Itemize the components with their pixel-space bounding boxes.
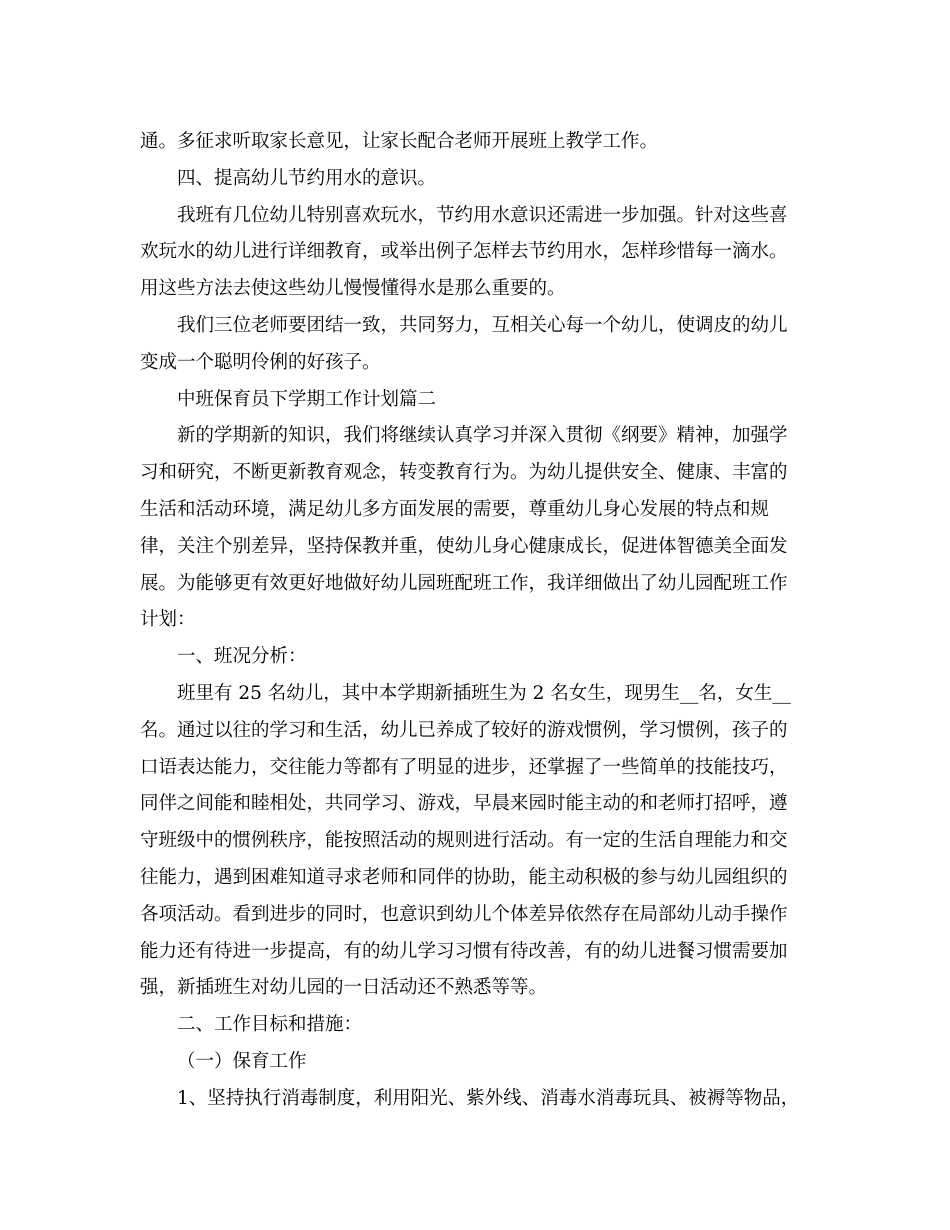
text-line: 生活和活动环境，满足幼儿多方面发展的需要，尊重幼儿身心发展的特点和规 — [140, 498, 770, 520]
text-line: 能力还有待进一步提高，有的幼儿学习习惯有待改善，有的幼儿进餐习惯需要加 — [140, 940, 788, 962]
text-line: 中班保育员下学期工作计划篇二 — [177, 388, 437, 410]
text-line: 用这些方法去使这些幼儿慢慢懂得水是那么重要的。 — [140, 278, 566, 300]
text-line: 我班有几位幼儿特别喜欢玩水，节约用水意识还需进一步加强。针对这些喜 — [177, 204, 788, 226]
text-line: 律，关注个别差异，坚持保教并重，使幼儿身心健康成长，促进体智德美全面发 — [140, 535, 788, 557]
text-line: 往能力，遇到困难知道寻求老师和同伴的协助，能主动积极的参与幼儿园组织的 — [140, 866, 788, 888]
text-line: 名。通过以往的学习和生活，幼儿已养成了较好的游戏惯例，学习惯例，孩子的 — [140, 719, 788, 741]
text-line: 欢玩水的幼儿进行详细教育，或举出例子怎样去节约用水，怎样珍惜每一滴水。 — [140, 241, 788, 263]
text-line: 守班级中的惯例秩序，能按照活动的规则进行活动。有一定的生活自理能力和交 — [140, 830, 788, 852]
document-body — [140, 124, 805, 1118]
text-line: 习和研究，不断更新教育观念，转变教育行为。为幼儿提供安全、健康、丰富的 — [140, 462, 788, 484]
text-line: 二、工作目标和措施： — [177, 1014, 363, 1036]
text-line: 班里有 25 名幼儿，其中本学期新插班生为 2 名女生，现男生__名，女生__ — [177, 682, 791, 704]
text-line: 一、班况分析： — [177, 646, 307, 668]
text-line: （一）保育工作 — [177, 1050, 307, 1072]
text-line: 新的学期新的知识，我们将继续认真学习并深入贯彻《纲要》精神，加强学 — [177, 425, 788, 447]
text-line: 通。多征求听取家长意见，让家长配合老师开展班上教学工作。 — [140, 131, 659, 152]
text-line: 我们三位老师要团结一致，共同努力，互相关心每一个幼儿，使调皮的幼儿 — [177, 314, 788, 336]
text-line: 四、提高幼儿节约用水的意识。 — [177, 167, 437, 189]
text-line: 同伴之间能和睦相处，共同学习、游戏，早晨来园时能主动的和老师打招呼，遵 — [140, 793, 788, 815]
text-line: 变成一个聪明伶俐的好孩子。 — [140, 351, 381, 373]
text-line: 计划： — [140, 609, 196, 631]
text-line: 1、坚持执行消毒制度，利用阳光、紫外线、消毒水消毒玩具、被褥等物品， — [177, 1087, 800, 1109]
text-line: 强，新插班生对幼儿园的一日活动还不熟悉等等。 — [140, 977, 548, 999]
text-line: 口语表达能力，交往能力等都有了明显的进步，还掌握了一些简单的技能技巧， — [140, 756, 788, 778]
text-line: 展。为能够更有效更好地做好幼儿园班配班工作，我详细做出了幼儿园配班工作 — [140, 572, 788, 594]
text-line: 各项活动。看到进步的同时，也意识到幼儿个体差异依然存在局部幼儿动手操作 — [140, 903, 788, 925]
